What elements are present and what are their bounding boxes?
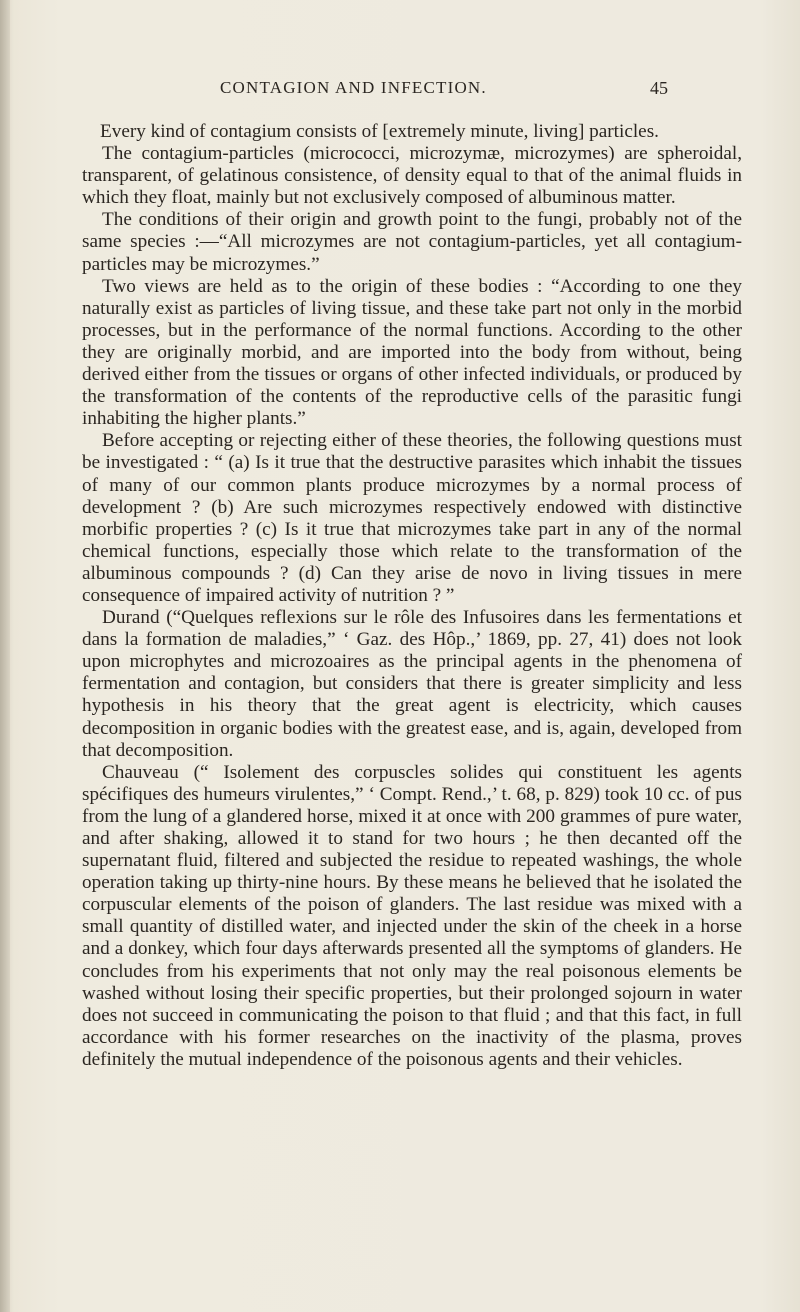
paragraph-3: The conditions of their origin and growth point to the fungi, probably not of the same species :—“All microzymes are not contagium-particles, yet all contagium-particles may be microzymes.” (82, 209, 742, 275)
page-binding-edge (0, 0, 10, 1312)
running-head: CONTAGION AND INFECTION. (220, 78, 487, 97)
body-text (82, 121, 742, 1071)
paragraph-5: Before accepting or rejecting either of these theories, the following questions must be investigated : “ (a) Is it true that the destructive parasites which inhabit the tissues of many of our common plants produce microzymes by a normal process of development ? (b) Are such microzymes respectively endowed with distinctive morbific properties ? (c) Is it true that microzymes take part in any of the normal chemical functions, especially those which relate to the transformation of the albuminous compounds ? (d) Can they arise de novo in living tissues in mere consequence of impaired activity of nutrition ? ” (82, 430, 742, 606)
paragraph-2: The contagium-particles (micrococci, microzymæ, microzymes) are spheroidal, transparent, of gelatinous consistence, of density equal to that of the animal fluids in which they float, mainly but not exclusively composed of albuminous matter. (82, 143, 742, 209)
page-header (0, 78, 800, 102)
paragraph-7: Chauveau (“ Isolement des corpuscles solides qui constituent les agents spécifiques des humeurs virulentes,” ‘ Compt. Rend.,’ t. 68, p. 829) took 10 cc. of pus from the lung of a glandered horse, mixed it at once with 200 grammes of pure water, and after shaking, allowed it to stand for two hours ; he then decanted off the supernatant fluid, filtered and subjected the residue to repeated washings, the whole operation taking up thirty-nine hours. By these means he believed that he isolated the corpuscular elements of the poison of glanders. The last residue was mixed with a small quantity of distilled water, and injected under the skin of the cheek in a horse and a donkey, which four days afterwards presented all the symptoms of glanders. He concludes from his experiments that not only may the real poisonous elements be washed without losing their specific properties, but their prolonged sojourn in water does not succeed in communicating the poison to that fluid ; and that this fact, in full accordance with his former researches on the inactivity of the plasma, proves definitely the mutual independence of the poisonous agents and their vehicles. (82, 761, 742, 1070)
paragraph-1: Every kind of contagium consists of [extremely minute, living] particles. (100, 121, 659, 142)
paragraph-6: Durand (“Quelques reflexions sur le rôle des Infusoires dans les fermentations et dans la formation de maladies,” ‘ Gaz. des Hôp.,’ 1869, pp. 27, 41) does not look upon microphytes and microzoaires as the principal agents in the phenomena of fermentation and contagion, but considers that there is greater simplicity and less hypothesis in his theory that the great agent is electricity, which causes decomposition in organic bodies with the greatest ease, and is, again, developed from that decomposition. (82, 607, 742, 761)
paragraph-4: Two views are held as to the origin of these bodies : “According to one they naturally exist as particles of living tissue, and these take part not only in the morbid processes, but in the performance of the normal functions. According to the other they are originally morbid, and are imported into the body from without, being derived either from the tissues or organs of other infected individuals, or produced by the transformation of the contents of the reproductive cells of the parasitic fungi inhabiting the higher plants.” (82, 275, 742, 430)
page-number: 45 (650, 78, 668, 98)
